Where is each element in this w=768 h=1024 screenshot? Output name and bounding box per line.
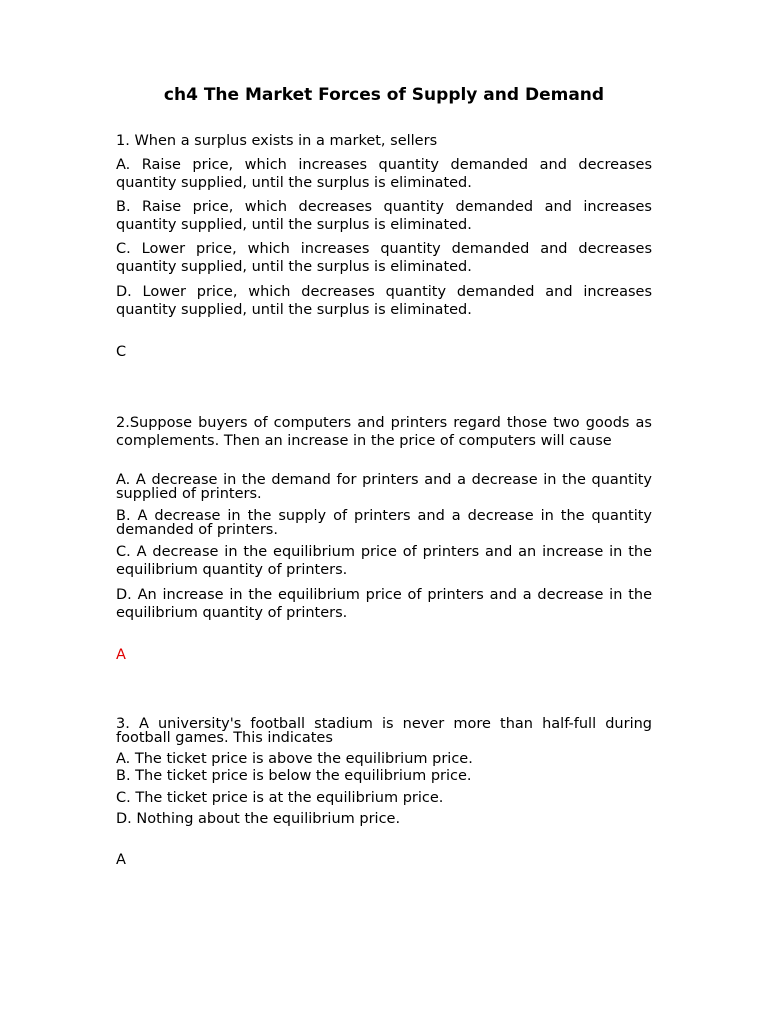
question-2-option-c: C. A decrease in the equilibrium price of printers and an increase in the equilibrium quantity of printers.: [116, 544, 652, 578]
question-2-option-d: D. An increase in the equilibrium price of printers and a decrease in the equilibrium quantity of printers.: [116, 587, 652, 621]
question-3-option-c: C. The ticket price is at the equilibrium price.: [116, 790, 444, 806]
question-3-answer: A: [116, 852, 126, 868]
question-3-option-b: B. The ticket price is below the equilibrium price.: [116, 768, 472, 784]
question-1-option-d: D. Lower price, which decreases quantity demanded and increases quantity supplied, until the surplus is eliminated.: [116, 284, 652, 318]
question-3-stem: 3. A university's football stadium is never more than half-full during football games. This indicates: [116, 716, 652, 746]
question-2-option-a: A. A decrease in the demand for printers and a decrease in the quantity supplied of printers.: [116, 472, 652, 502]
page-title: ch4 The Market Forces of Supply and Demand: [163, 85, 605, 105]
question-2-stem: 2.Suppose buyers of computers and printers regard those two goods as complements. Then an increase in the price of computers will cause: [116, 415, 652, 449]
question-1-stem: 1. When a surplus exists in a market, sellers: [116, 133, 438, 149]
question-1-option-c: C. Lower price, which increases quantity demanded and decreases quantity supplied, until the surplus is eliminated.: [116, 241, 652, 275]
question-1-answer: C: [116, 344, 127, 360]
question-3-option-a: A. The ticket price is above the equilibrium price.: [116, 751, 473, 767]
question-2-option-b: B. A decrease in the supply of printers and a decrease in the quantity demanded of printers.: [116, 508, 652, 538]
question-2-answer: A: [116, 647, 126, 663]
question-1-option-a: A. Raise price, which increases quantity demanded and decreases quantity supplied, until the surplus is eliminated.: [116, 157, 652, 191]
question-1-option-b: B. Raise price, which decreases quantity demanded and increases quantity supplied, until the surplus is eliminated.: [116, 199, 652, 233]
question-3-option-d: D. Nothing about the equilibrium price.: [116, 811, 401, 827]
